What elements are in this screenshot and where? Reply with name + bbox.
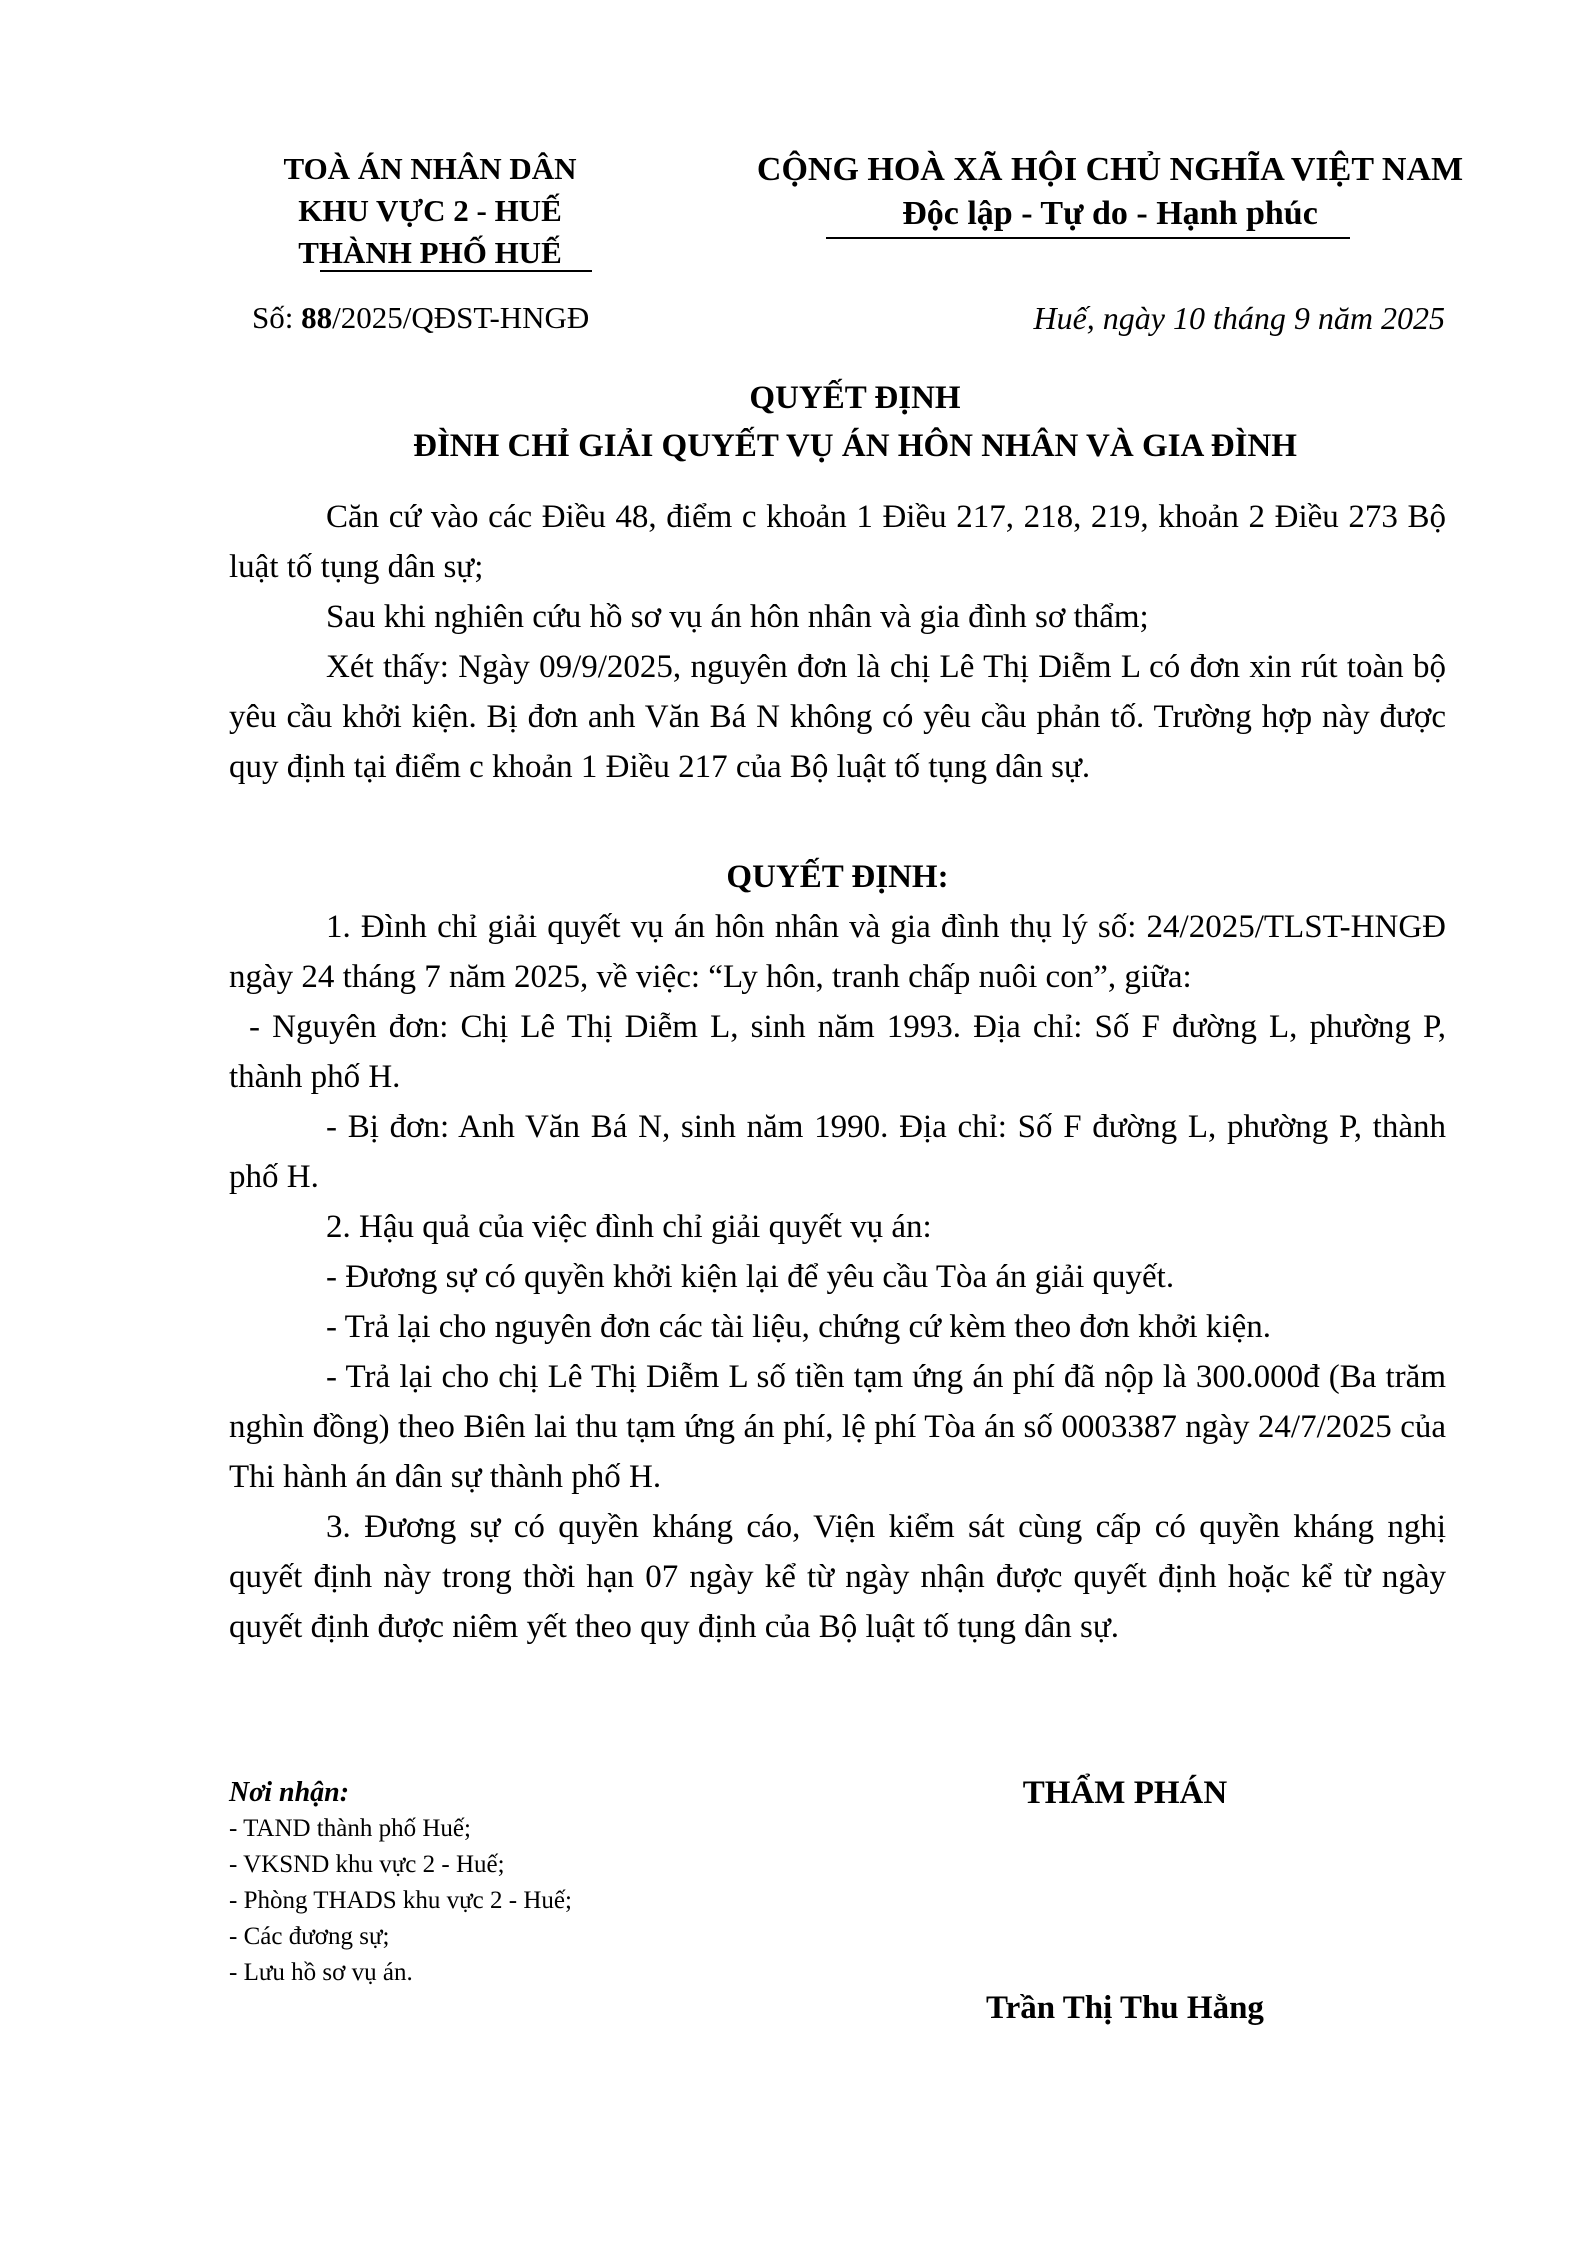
court-header-underline xyxy=(320,270,592,272)
recipient-item: - VKSND khu vực 2 - Huế; xyxy=(229,1851,505,1878)
document-title-line-1: QUYẾT ĐỊNH xyxy=(749,380,961,416)
decision-item-3: 3. Đương sự có quyền kháng cáo, Viện kiểm sát cùng cấp có quyền kháng nghị quyết định này trong thời hạn 07 ngày kể từ ngày nhận được quyết định hoặc kể từ ngày quyết định được niêm yết theo quy định của Bộ luật tố tụng dân sự. xyxy=(229,1509,1446,1645)
national-motto: Độc lập - Tự do - Hạnh phúc xyxy=(902,195,1318,232)
legal-basis-paragraph: Căn cứ vào các Điều 48, điểm c khoản 1 Điều 217, 218, 219, khoản 2 Điều 273 Bộ luật tố tụng dân sự; xyxy=(229,499,1446,585)
court-name-line-3: THÀNH PHỐ HUẾ xyxy=(298,235,562,270)
document-title xyxy=(230,374,1480,470)
document-number-prefix: Số: xyxy=(252,300,302,335)
decision-item-1: 1. Đình chỉ giải quyết vụ án hôn nhân và gia đình thụ lý số: 24/2025/TLST-HNGĐ ngày 24 tháng 7 năm 2025, về việc: “Ly hôn, tranh chấp nuôi con”, giữa: xyxy=(229,909,1446,995)
consequence-point: - Đương sự có quyền khởi kiện lại để yêu cầu Tòa án giải quyết. xyxy=(326,1259,1175,1295)
recipients-label: Nơi nhận: xyxy=(229,1777,350,1808)
nation-name: CỘNG HOÀ XÃ HỘI CHỦ NGHĨA VIỆT NAM xyxy=(756,151,1464,188)
plaintiff-info: - Nguyên đơn: Chị Lê Thị Diễm L, sinh năm 1993. Địa chỉ: Số F đường L, phường P, thành phố H. xyxy=(229,1009,1446,1095)
document-number-suffix: /2025/QĐST-HNGĐ xyxy=(332,300,590,335)
judge-name: Trần Thị Thu Hằng xyxy=(986,1990,1264,2026)
findings-paragraph: Xét thấy: Ngày 09/9/2025, nguyên đơn là chị Lê Thị Diễm L có đơn xin rút toàn bộ yêu cầu khởi kiện. Bị đơn anh Văn Bá N không có yêu cầu phản tố. Trường hợp này được quy định tại điểm c khoản 1 Điều 217 của Bộ luật tố tụng dân sự. xyxy=(229,649,1446,785)
court-name-line-1: TOÀ ÁN NHÂN DÂN xyxy=(283,151,577,186)
review-paragraph: Sau khi nghiên cứu hồ sơ vụ án hôn nhân và gia đình sơ thẩm; xyxy=(326,599,1149,635)
decision-heading: QUYẾT ĐỊNH: xyxy=(726,859,949,895)
recipient-item: - Lưu hồ sơ vụ án. xyxy=(229,1959,413,1986)
document-number xyxy=(252,300,589,336)
consequence-point: - Trả lại cho nguyên đơn các tài liệu, chứng cứ kèm theo đơn khởi kiện. xyxy=(326,1309,1271,1345)
decision-item-2: 2. Hậu quả của việc đình chỉ giải quyết vụ án: xyxy=(326,1209,932,1245)
document-number-value: 88 xyxy=(301,300,333,335)
recipient-item: - Phòng THADS khu vực 2 - Huế; xyxy=(229,1887,572,1914)
court-header xyxy=(230,148,630,274)
consequence-point: - Trả lại cho chị Lê Thị Diễm L số tiền tạm ứng án phí đã nộp là 300.000đ (Ba trăm nghìn đồng) theo Biên lai thu tạm ứng án phí, lệ phí Tòa án số 0003387 ngày 24/7/2025 của Thi hành án dân sự thành phố H. xyxy=(229,1359,1446,1495)
court-name-line-2: KHU VỰC 2 - HUẾ xyxy=(298,193,562,228)
recipients-block xyxy=(229,1775,789,1991)
preamble xyxy=(229,492,1446,792)
recipient-item: - Các đương sự; xyxy=(229,1923,390,1950)
motto-underline xyxy=(826,237,1350,239)
place-and-date: Huế, ngày 10 tháng 9 năm 2025 xyxy=(1033,300,1445,336)
decision-section xyxy=(229,852,1446,1652)
national-header xyxy=(730,148,1490,236)
recipient-item: - TAND thành phố Huế; xyxy=(229,1815,471,1842)
judge-title: THẨM PHÁN xyxy=(1022,1775,1228,1811)
defendant-info: - Bị đơn: Anh Văn Bá N, sinh năm 1990. Địa chỉ: Số F đường L, phường P, thành phố H. xyxy=(229,1109,1446,1195)
document-title-line-2: ĐÌNH CHỈ GIẢI QUYẾT VỤ ÁN HÔN NHÂN VÀ GIA ĐÌNH xyxy=(413,428,1297,464)
